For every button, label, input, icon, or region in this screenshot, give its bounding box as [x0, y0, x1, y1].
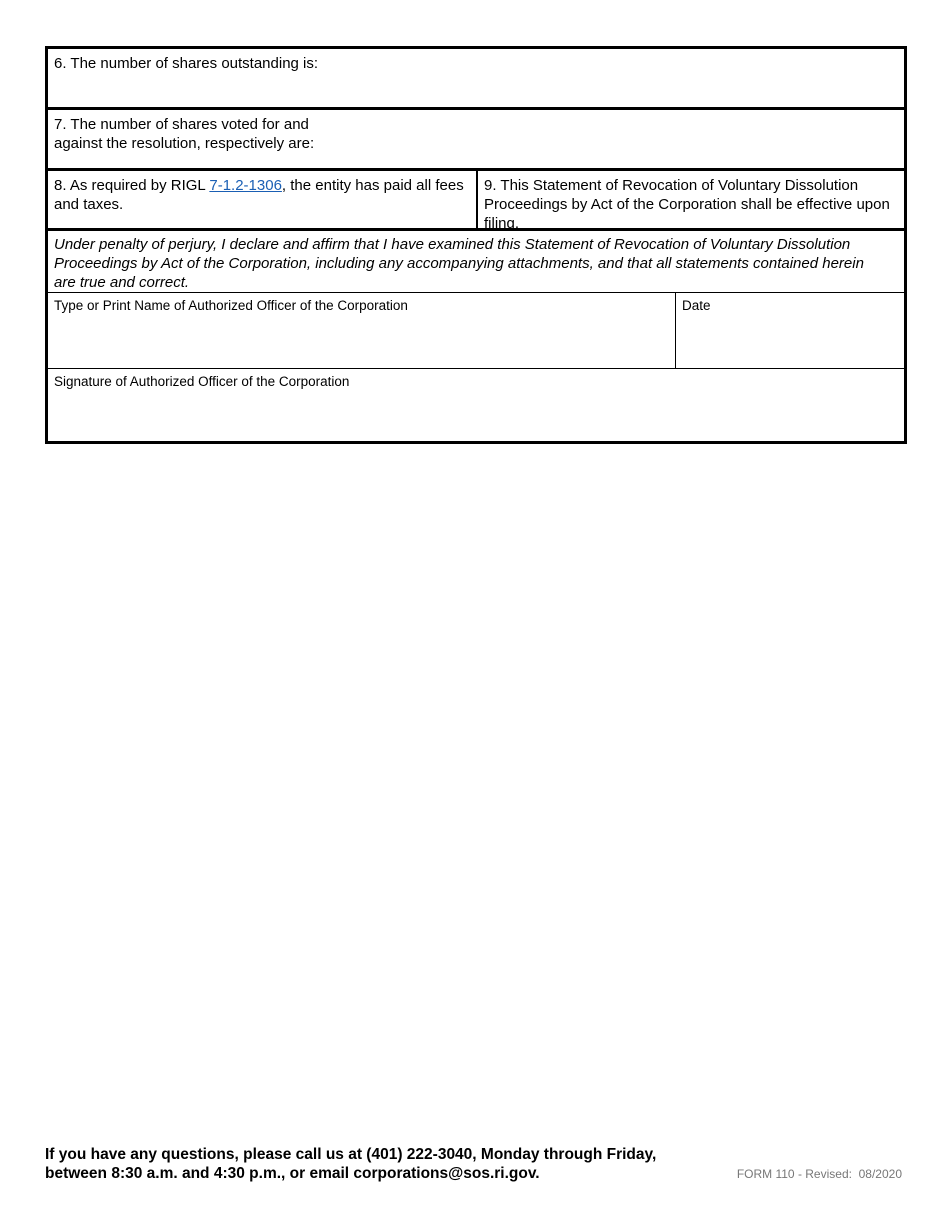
- effective-label: 9. This Statement of Revocation of Voluntary Dissolution Proceedings by Act of the Corporation shall be effective upon filing.: [484, 177, 890, 232]
- row-signature: [48, 369, 904, 441]
- date-label: Date: [682, 298, 711, 313]
- row-shares-outstanding: [48, 49, 904, 110]
- shares-outstanding-label: 6. The number of shares outstanding is:: [54, 55, 319, 72]
- declaration-line1: Under penalty of perjury, I declare and affirm that I have examined this Statement of Revocation of Voluntary Dissolution: [54, 236, 851, 253]
- declaration-line3: are true and correct.: [54, 274, 190, 291]
- row-declaration: [48, 231, 904, 293]
- declaration-line2: Proceedings by Act of the Corporation, including any accompanying attachments, and that all statements contained herein: [54, 255, 864, 272]
- date-field[interactable]: [676, 293, 904, 368]
- fees-label-suffix: , the entity has paid all fees and taxes.: [54, 177, 464, 213]
- row-name-date: [48, 293, 904, 369]
- row-shares-voted: [48, 110, 904, 171]
- row-fees-effective: [48, 171, 904, 231]
- form-table: [45, 46, 907, 444]
- declaration-cell: [48, 231, 904, 292]
- fees-label-prefix: 8. As required by RIGL: [54, 177, 210, 194]
- contact-line2: between 8:30 a.m. and 4:30 p.m., or email corporations@sos.ri.gov.: [45, 1165, 540, 1182]
- shares-voted-cell[interactable]: [48, 110, 904, 168]
- form-revision-id: FORM 110 - Revised: 08/2020: [736, 1167, 902, 1181]
- effective-cell: [478, 171, 904, 232]
- signature-label: Signature of Authorized Officer of the Corporation: [54, 374, 350, 389]
- shares-outstanding-cell[interactable]: [48, 49, 904, 107]
- shares-voted-label-line1: 7. The number of shares voted for and: [54, 116, 309, 133]
- contact-info: [45, 1145, 656, 1183]
- officer-name-label: Type or Print Name of Authorized Officer of the Corporation: [54, 298, 408, 313]
- fees-cell: [48, 171, 478, 228]
- shares-voted-label-line2: against the resolution, respectively are:: [54, 135, 315, 152]
- contact-line1: If you have any questions, please call us at (401) 222-3040, Monday through Friday,: [45, 1146, 657, 1163]
- signature-field[interactable]: [48, 369, 904, 441]
- rigl-link[interactable]: 7-1.2-1306: [209, 177, 282, 194]
- officer-name-field[interactable]: [48, 293, 676, 368]
